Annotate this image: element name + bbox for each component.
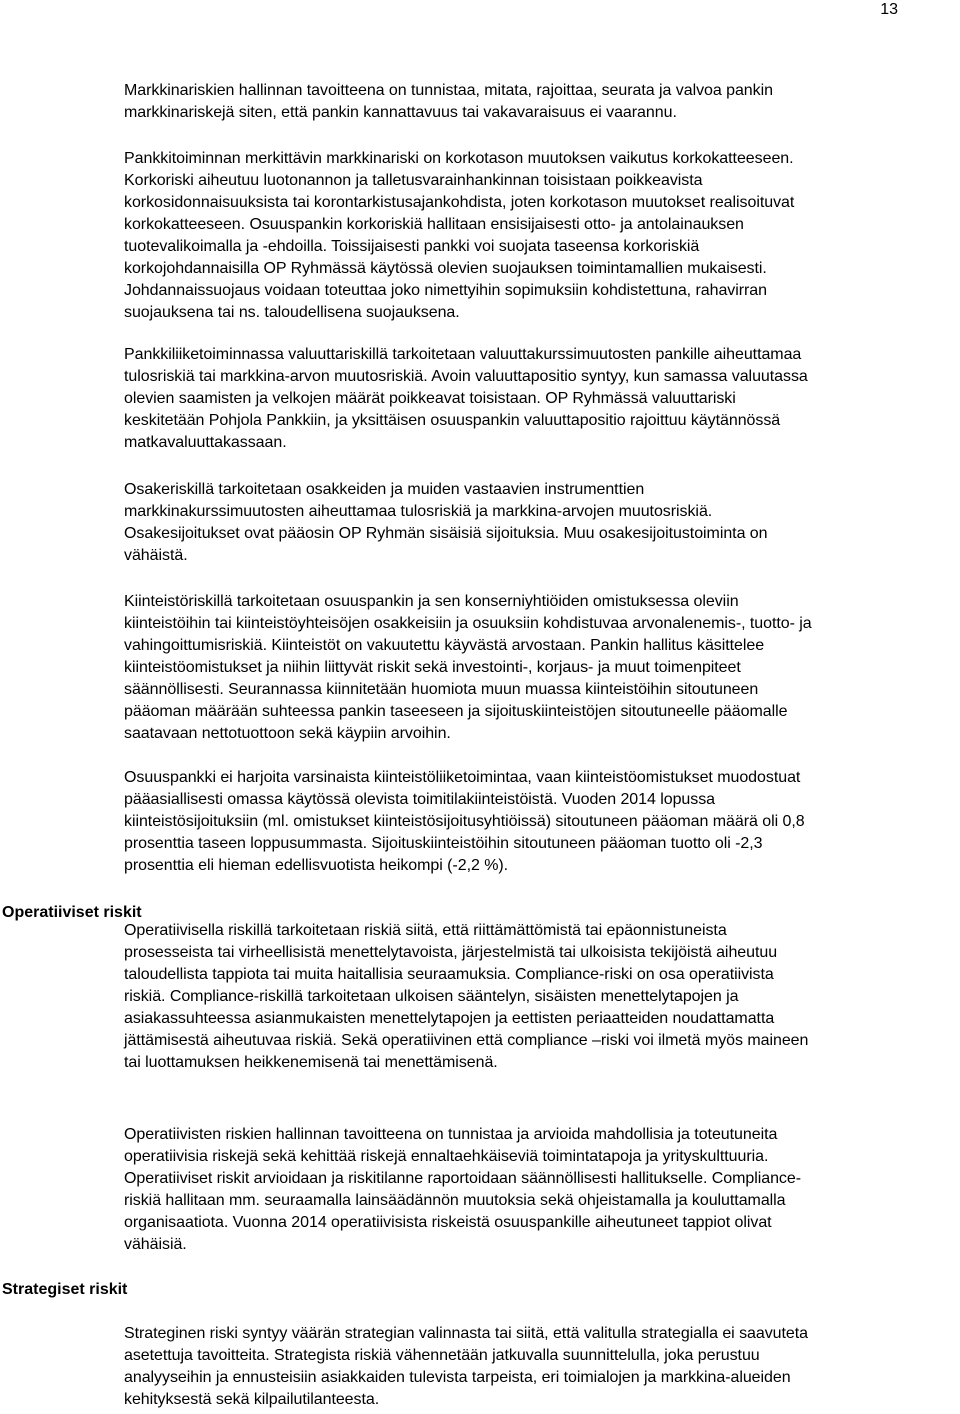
paragraph-operational-risk-definition: Operatiivisella riskillä tarkoitetaan riskiä siitä, että riittämättömistä tai epäonnistuneista prosesseista tai virheellisistä menettelytavoista, järjestelmistä tai ulkoisista tekijöistä aiheutuu taloudellista tappiota tai muita haitallisia seuraamuksia. Compliance-riski on osa operatiivista riskiä. Compliance-riskillä tarkoitetaan ulkoisen sääntelyn, sisäisten menettelytapojen ja asiakassuhteessa asianmukaisten menettelytapojen ja eettisten periaatteiden noudattamatta jättämisestä aiheutuvaa riskiä. Sekä operatiivinen että compliance –riski voi ilmetä myös maineen tai luottamuksen heikkenemisenä tai menettämisenä. bbox=[124, 922, 809, 1071]
paragraph-operational-risk-management: Operatiivisten riskien hallinnan tavoitteena on tunnistaa ja arvioida mahdollisia ja toteutuneita operatiivisia riskejä sekä kehittää riskejä ennaltaehkäiseviä toimintatapoja ja yrityskulttuuria. Operatiiviset riskit arvioidaan ja riskitilanne raportoidaan säännöllisesti hallitukselle. Compliance- riskiä hallitaan mm. seuraamalla lainsäädännön muutoksia sekä ohjeistamalla ja kouluttamalla organisaatiota. Vuonna 2014 operatiivisista riskeistä osuuspankille aiheutuneet tappiot olivat vähäisiä. bbox=[124, 1126, 802, 1253]
section-heading-operational-risks: Operatiiviset riskit bbox=[2, 904, 142, 921]
paragraph-real-estate-risk: Kiinteistöriskillä tarkoitetaan osuuspankin ja sen konserniyhtiöiden omistuksessa oleviin kiinteistöihin tai kiinteistöyhteisöjen osakkeisiin ja osuuksiin kohdistuvaa arvonalenemis-, tuotto- ja vahingoittumisriskiä. Kiinteistöt on vakuutettu käyvästä arvostaan. Pankin hallitus käsittelee kiinteistöomistukset ja niihin liittyvät riskit sekä investointi-, korjaus- ja muut toimenpiteet säännöllisesti. Seurannassa kiinnitetään huomiota muun muassa kiinteistöihin sitoutuneen pääoman määrään suhteessa pankin taseeseen ja sijoituskiinteistöjen sitoutuneelle pääomalle saatavaan nettotuottoon sekä käypiin arvoihin. bbox=[124, 593, 812, 742]
paragraph-interest-rate-risk: Pankkitoiminnan merkittävin markkinariski on korkotason muutoksen vaikutus korkokatteeseen. Korkoriski aiheutuu luotonannon ja talletusvarainhankinnan toisistaan poikkeavista korkosidonnaisuuksista tai korontarkistusajankohdista, joten korkotason muutokset realisoituvat korkokatteeseen. Osuuspankin korkoriskiä hallitaan ensisijaisesti otto- ja antolainauksen tuotevalikoimalla ja -ehdoilla. Toissijaisesti pankki voi suojata taseensa korkoriskiä korkojohdannaisilla OP Ryhmässä käytössä olevien suojauksen toimintamallien mukaisesti. Johdannaissuojaus voidaan toteuttaa joko nimettyihin sopimuksiin kohdistettuna, rahavirran suojauksena tai ns. taloudellisena suojauksena. bbox=[124, 150, 795, 321]
paragraph-equity-risk: Osakeriskillä tarkoitetaan osakkeiden ja muiden vastaavien instrumenttien markkinakurssimuutosten aiheuttamaa tulosriskiä ja markkina-arvojen muutosriskiä. Osakesijoitukset ovat pääosin OP Ryhmän sisäisiä sijoituksia. Muu osakesijoitustoiminta on vähäistä. bbox=[124, 481, 768, 564]
page-number: 13 bbox=[880, 1, 898, 18]
section-heading-strategic-risks: Strategiset riskit bbox=[2, 1281, 128, 1298]
paragraph-real-estate-holdings: Osuuspankki ei harjoita varsinaista kiinteistöliiketoimintaa, vaan kiinteistöomistukset muodostuat pääasiallisesti omassa käytössä olevista toimitilakiinteistöistä. Vuoden 2014 lopussa kiinteistösijoituksiin (ml. omistukset kiinteistösijoitusyhtiöissä) sitoutuneen pääoman määrä oli 0,8 prosenttia taseen loppusummasta. Sijoituskiinteistöihin sitoutuneen pääoman tuotto oli -2,3 prosenttia eli hieman edellisvuotista heikompi (-2,2 %). bbox=[124, 769, 805, 874]
paragraph-currency-risk: Pankkiliiketoiminnassa valuuttariskillä tarkoitetaan valuuttakurssimuutosten pankille aiheuttamaa tulosriskiä tai markkina-arvon muutosriskiä. Avoin valuuttapositio syntyy, kun samassa valuutassa olevien saamisten ja velkojen määrät poikkeavat toisistaan. OP Ryhmässä valuuttariski keskitetään Pohjola Pankkiin, ja yksittäisen osuuspankin valuuttapositio rajoittuu käytännössä matkavaluuttakassaan. bbox=[124, 346, 808, 451]
paragraph-strategic-risk: Strateginen riski syntyy väärän strategian valinnasta tai siitä, että valitulla strategialla ei saavuteta asetettuja tavoitteita. Strategista riskiä vähennetään jatkuvalla suunnittelulla, joka perustuu analyyseihin ja ennusteisiin asiakkaiden tulevista tarpeista, eri toimialojen ja markkina-alueiden kehityksestä sekä kilpailutilanteesta. bbox=[124, 1325, 809, 1408]
paragraph-market-risk-goal: Markkinariskien hallinnan tavoitteena on tunnistaa, mitata, rajoittaa, seurata ja valvoa pankin markkinariskejä siten, että pankin kannattavuus tai vakavaraisuus ei vaarannu. bbox=[124, 82, 773, 121]
